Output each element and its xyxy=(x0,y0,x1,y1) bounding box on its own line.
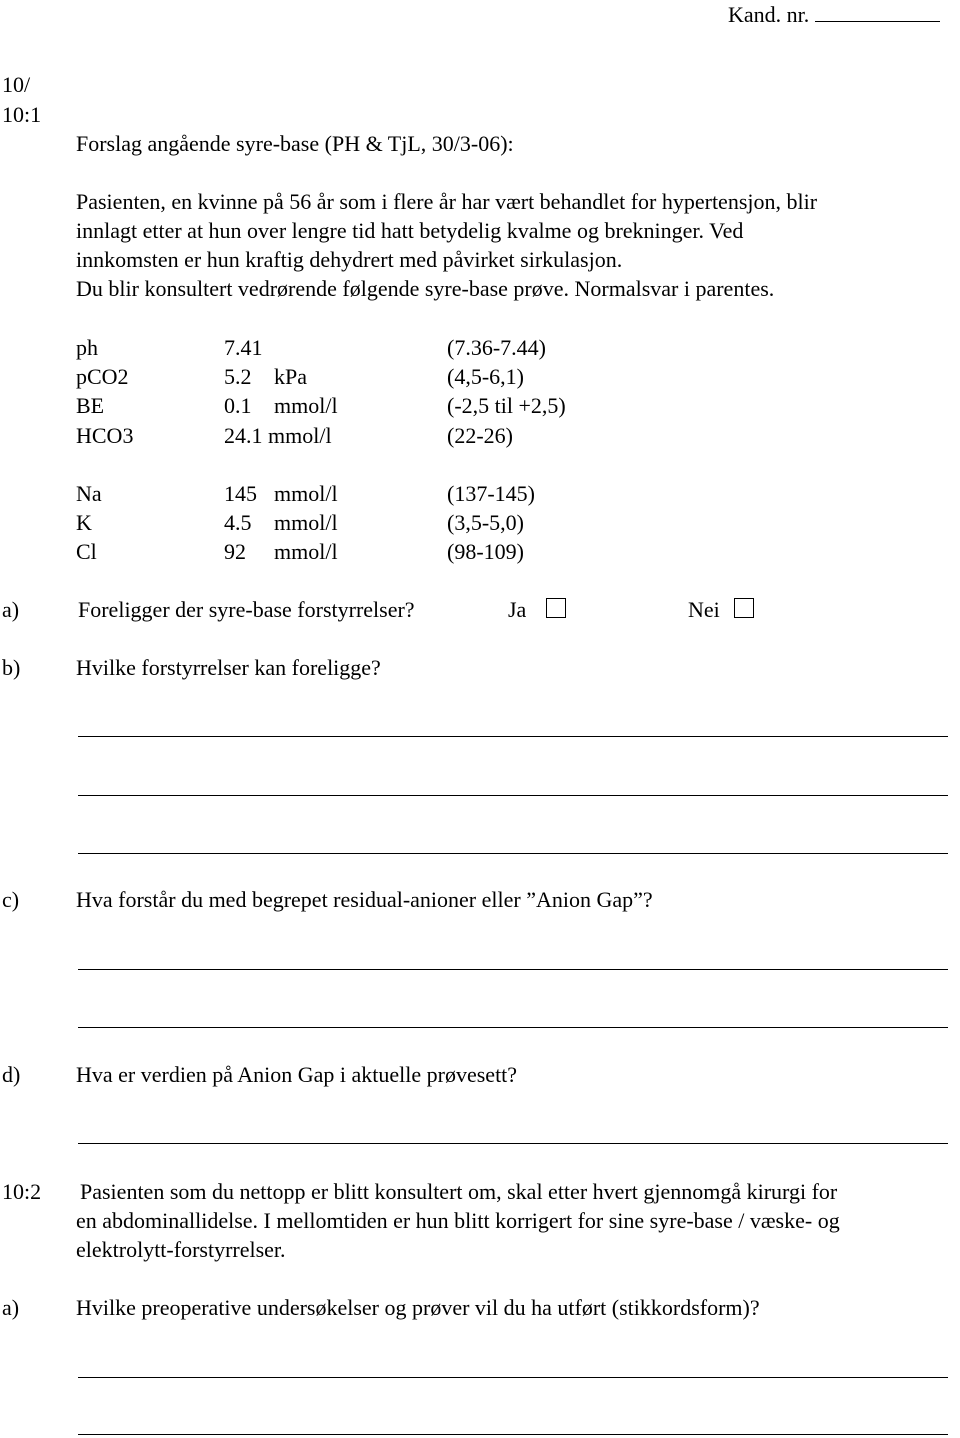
question-b-letter: b) xyxy=(2,655,21,680)
answer-line-c1[interactable] xyxy=(78,969,948,970)
lab-normal-range: (22-26) xyxy=(447,423,513,448)
lab-name: BE xyxy=(76,393,105,418)
section-2-line1: Pasienten som du nettopp er blitt konsultert om, skal etter hvert gjennomgå kirurgi for xyxy=(80,1179,838,1204)
candidate-number-blank[interactable] xyxy=(815,3,940,22)
candidate-number-field xyxy=(728,0,940,29)
lab-name: Na xyxy=(76,481,102,506)
lab-normal-range: (4,5-6,1) xyxy=(447,364,524,389)
yes-checkbox[interactable] xyxy=(546,598,566,618)
yes-label: Ja xyxy=(508,597,527,622)
case-text-line3: innkomsten er hun kraftig dehydrert med påvirket sirkulasjon. xyxy=(76,247,623,272)
lab-value: 145 xyxy=(224,481,257,506)
lab-name: Cl xyxy=(76,539,97,564)
lab-unit: kPa xyxy=(274,364,307,389)
no-label: Nei xyxy=(688,597,720,622)
answer-line-d1[interactable] xyxy=(78,1143,948,1144)
lab-name: K xyxy=(76,510,92,535)
proposal-title: Forslag angående syre-base (PH & TjL, 30/3-06): xyxy=(76,131,514,156)
question-c-letter: c) xyxy=(2,887,20,912)
question-d-text: Hva er verdien på Anion Gap i aktuelle prøvesett? xyxy=(76,1062,518,1087)
lab-value: 24.1 xyxy=(224,423,263,448)
section-2-question-a-letter: a) xyxy=(2,1295,20,1320)
lab-unit: mmol/l xyxy=(268,423,332,448)
case-text-line1: Pasienten, en kvinne på 56 år som i flere år har vært behandlet for hypertensjon, blir xyxy=(76,189,818,214)
candidate-number-label: Kand. nr. xyxy=(728,2,810,27)
lab-normal-range: (7.36-7.44) xyxy=(447,335,546,360)
lab-unit: mmol/l xyxy=(274,481,338,506)
lab-normal-range: (98-109) xyxy=(447,539,524,564)
answer-line-b2[interactable] xyxy=(78,795,948,796)
section-2-number: 10:2 xyxy=(2,1179,42,1204)
question-number-line2: 10:1 xyxy=(2,102,42,127)
question-a-letter: a) xyxy=(2,597,20,622)
case-text-line2: innlagt etter at hun over lengre tid hatt betydelig kvalme og brekninger. Ved xyxy=(76,218,744,243)
lab-unit: mmol/l xyxy=(274,393,338,418)
lab-value: 4.5 xyxy=(224,510,252,535)
lab-normal-range: (137-145) xyxy=(447,481,535,506)
answer-line-b1[interactable] xyxy=(78,736,948,737)
lab-name: pCO2 xyxy=(76,364,129,389)
question-number-line1: 10/ xyxy=(2,72,31,97)
answer-line-c2[interactable] xyxy=(78,1027,948,1028)
answer-line-2a2[interactable] xyxy=(78,1434,948,1435)
section-2-line2: en abdominallidelse. I mellomtiden er hun blitt korrigert for sine syre-base / væske- og xyxy=(76,1208,840,1233)
question-b-text: Hvilke forstyrrelser kan foreligge? xyxy=(76,655,381,680)
lab-value: 5.2 xyxy=(224,364,252,389)
section-2-question-a-text: Hvilke preoperative undersøkelser og prøver vil du ha utført (stikkordsform)? xyxy=(76,1295,760,1320)
lab-name: ph xyxy=(76,335,98,360)
question-d-letter: d) xyxy=(2,1062,21,1087)
lab-name: HCO3 xyxy=(76,423,134,448)
lab-normal-range: (3,5-5,0) xyxy=(447,510,524,535)
lab-normal-range: (-2,5 til +2,5) xyxy=(447,393,566,418)
lab-unit: mmol/l xyxy=(274,510,338,535)
lab-unit: mmol/l xyxy=(274,539,338,564)
lab-value: 92 xyxy=(224,539,246,564)
lab-value: 7.41 xyxy=(224,335,263,360)
section-2-line3: elektrolytt-forstyrrelser. xyxy=(76,1237,286,1262)
lab-value: 0.1 xyxy=(224,393,252,418)
answer-line-2a1[interactable] xyxy=(78,1377,948,1378)
no-checkbox[interactable] xyxy=(734,598,754,618)
case-text-line4: Du blir konsultert vedrørende følgende syre-base prøve. Normalsvar i parentes. xyxy=(76,276,775,301)
answer-line-b3[interactable] xyxy=(78,853,948,854)
question-c-text: Hva forstår du med begrepet residual-anioner eller ”Anion Gap”? xyxy=(76,887,653,912)
question-a-text: Foreligger der syre-base forstyrrelser? xyxy=(78,597,415,622)
